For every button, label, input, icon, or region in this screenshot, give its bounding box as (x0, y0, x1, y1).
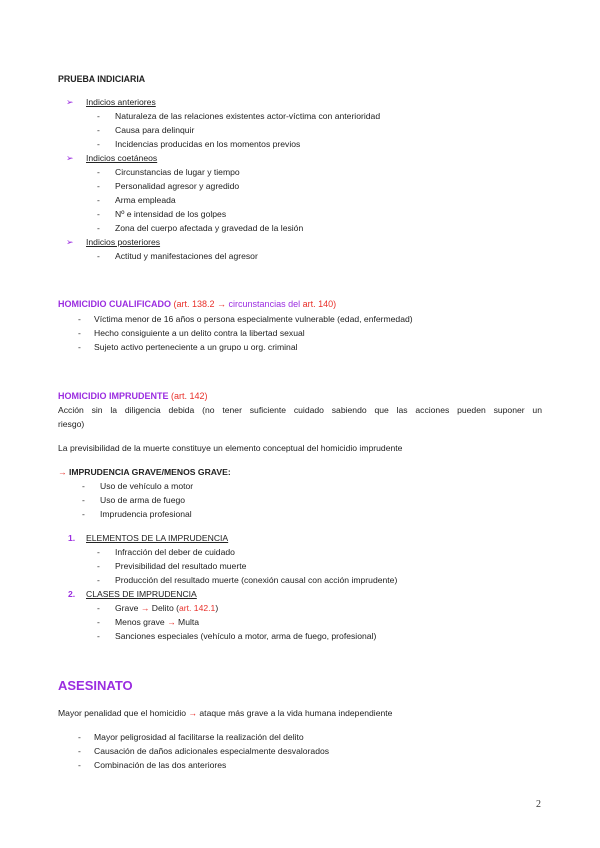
list-item: Hecho consiguiente a un delito contra la libertad sexual (94, 328, 305, 338)
dash-bullet: - (97, 603, 100, 613)
dash-bullet: - (97, 617, 100, 627)
dash-bullet: - (97, 251, 100, 261)
list-number: 2. (68, 589, 76, 599)
dash-bullet: - (78, 328, 81, 338)
list-item: Imprudencia profesional (100, 509, 192, 519)
ref-text: circunstancias del (228, 299, 303, 309)
dash-bullet: - (82, 495, 85, 505)
heading-asesinato: ASESINATO (58, 678, 133, 693)
list-item: Arma empleada (115, 195, 176, 205)
list-item: Personalidad agresor y agredido (115, 181, 240, 191)
dash-bullet: - (97, 561, 100, 571)
list-item: Causación de daños adicionales especialmente desvalorados (94, 746, 330, 756)
arrow-bullet-icon: ➢ (66, 153, 74, 163)
list-item: Uso de arma de fuego (100, 495, 186, 505)
group-label-anteriores: Indicios anteriores (86, 97, 156, 107)
list-item: Mayor peligrosidad al facilitarse la realización del delito (94, 732, 304, 742)
text: ) (215, 603, 219, 613)
list-item: Incidencias producidas en los momentos previos (115, 139, 301, 149)
heading-imprudente (58, 389, 208, 403)
list-item: Naturaleza de las relaciones existentes actor-víctima con anterioridad (115, 111, 381, 121)
dash-bullet: - (97, 575, 100, 585)
group-label-coetaneos: Indicios coetáneos (86, 153, 158, 163)
article-ref: art. 142.1 (179, 603, 216, 613)
text: Mayor penalidad que el homicidio (58, 708, 189, 718)
group-label-posteriores: Indicios posteriores (86, 237, 161, 247)
dash-bullet: - (78, 732, 81, 742)
text: Delito ( (149, 603, 179, 613)
arrow-icon: → (140, 603, 150, 613)
dash-bullet: - (78, 342, 81, 352)
numbered-label-clases: CLASES DE IMPRUDENCIA (86, 589, 197, 599)
paragraph-line: Acción sin la diligencia debida (no tener suficiente cuidado sabiendo que las acciones pueden suponer un (58, 405, 542, 415)
section-title-prueba: PRUEBA INDICIARIA (58, 74, 146, 84)
article-ref: (art. 138.2 → (173, 299, 229, 309)
heading-cualificado (58, 297, 336, 311)
dash-bullet: - (97, 167, 100, 177)
dash-bullet: - (97, 125, 100, 135)
dash-bullet: - (97, 111, 100, 121)
list-item-menos-grave (115, 615, 199, 629)
list-item: Previsibilidad del resultado muerte (115, 561, 247, 571)
subheading-title: IMPRUDENCIA GRAVE/MENOS GRAVE: (68, 467, 231, 477)
text: Grave (115, 603, 141, 613)
paragraph-previsibilidad: La previsibilidad de la muerte constituye un elemento conceptual del homicidio imprudente (58, 443, 403, 453)
heading-title: HOMICIDIO IMPRUDENTE (58, 391, 169, 401)
subheading-grave (58, 465, 231, 479)
list-item: Infracción del deber de cuidado (115, 547, 235, 557)
dash-bullet: - (78, 314, 81, 324)
dash-bullet: - (97, 181, 100, 191)
dash-bullet: - (97, 223, 100, 233)
list-item: Sujeto activo perteneciente a un grupo u org. criminal (94, 342, 298, 352)
list-item: Circunstancias de lugar y tiempo (115, 167, 240, 177)
text: ataque más grave a la vida humana independiente (197, 708, 393, 718)
list-item: Víctima menor de 16 años o persona especialmente vulnerable (edad, enfermedad) (94, 314, 413, 324)
list-item: Sanciones especiales (vehículo a motor, arma de fuego, profesional) (115, 631, 377, 641)
paragraph-line: riesgo) (58, 419, 85, 429)
text: Multa (175, 617, 200, 627)
arrow-bullet-icon: ➢ (66, 97, 74, 107)
dash-bullet: - (97, 547, 100, 557)
dash-bullet: - (97, 195, 100, 205)
page-number: 2 (536, 799, 541, 810)
dash-bullet: - (97, 139, 100, 149)
list-item: Actitud y manifestaciones del agresor (115, 251, 258, 261)
list-item-grave (115, 601, 218, 615)
article-ref: art. 140 (302, 299, 334, 309)
arrow-icon: → (188, 708, 198, 718)
list-item: Combinación de las dos anteriores (94, 760, 227, 770)
list-item: Nº e intensidad de los golpes (115, 209, 227, 219)
dash-bullet: - (78, 760, 81, 770)
article-ref: (art. 142) (171, 391, 208, 401)
arrow-bullet-icon: ➢ (66, 237, 74, 247)
numbered-label-elementos: ELEMENTOS DE LA IMPRUDENCIA (86, 533, 229, 543)
dash-bullet: - (78, 746, 81, 756)
article-ref-close: ) (333, 299, 337, 309)
list-item: Zona del cuerpo afectada y gravedad de la lesión (115, 223, 304, 233)
dash-bullet: - (97, 209, 100, 219)
list-number: 1. (68, 533, 76, 543)
paragraph-asesinato (58, 706, 392, 720)
dash-bullet: - (82, 481, 85, 491)
list-item: Causa para delinquir (115, 125, 195, 135)
list-item: Producción del resultado muerte (conexión causal con acción imprudente) (115, 575, 398, 585)
dash-bullet: - (97, 631, 100, 641)
arrow-icon: → (58, 467, 67, 477)
list-item: Uso de vehículo a motor (100, 481, 194, 491)
heading-title: HOMICIDIO CUALIFICADO (58, 299, 171, 309)
text: Menos grave (115, 617, 168, 627)
arrow-icon: → (167, 617, 176, 627)
dash-bullet: - (82, 509, 85, 519)
